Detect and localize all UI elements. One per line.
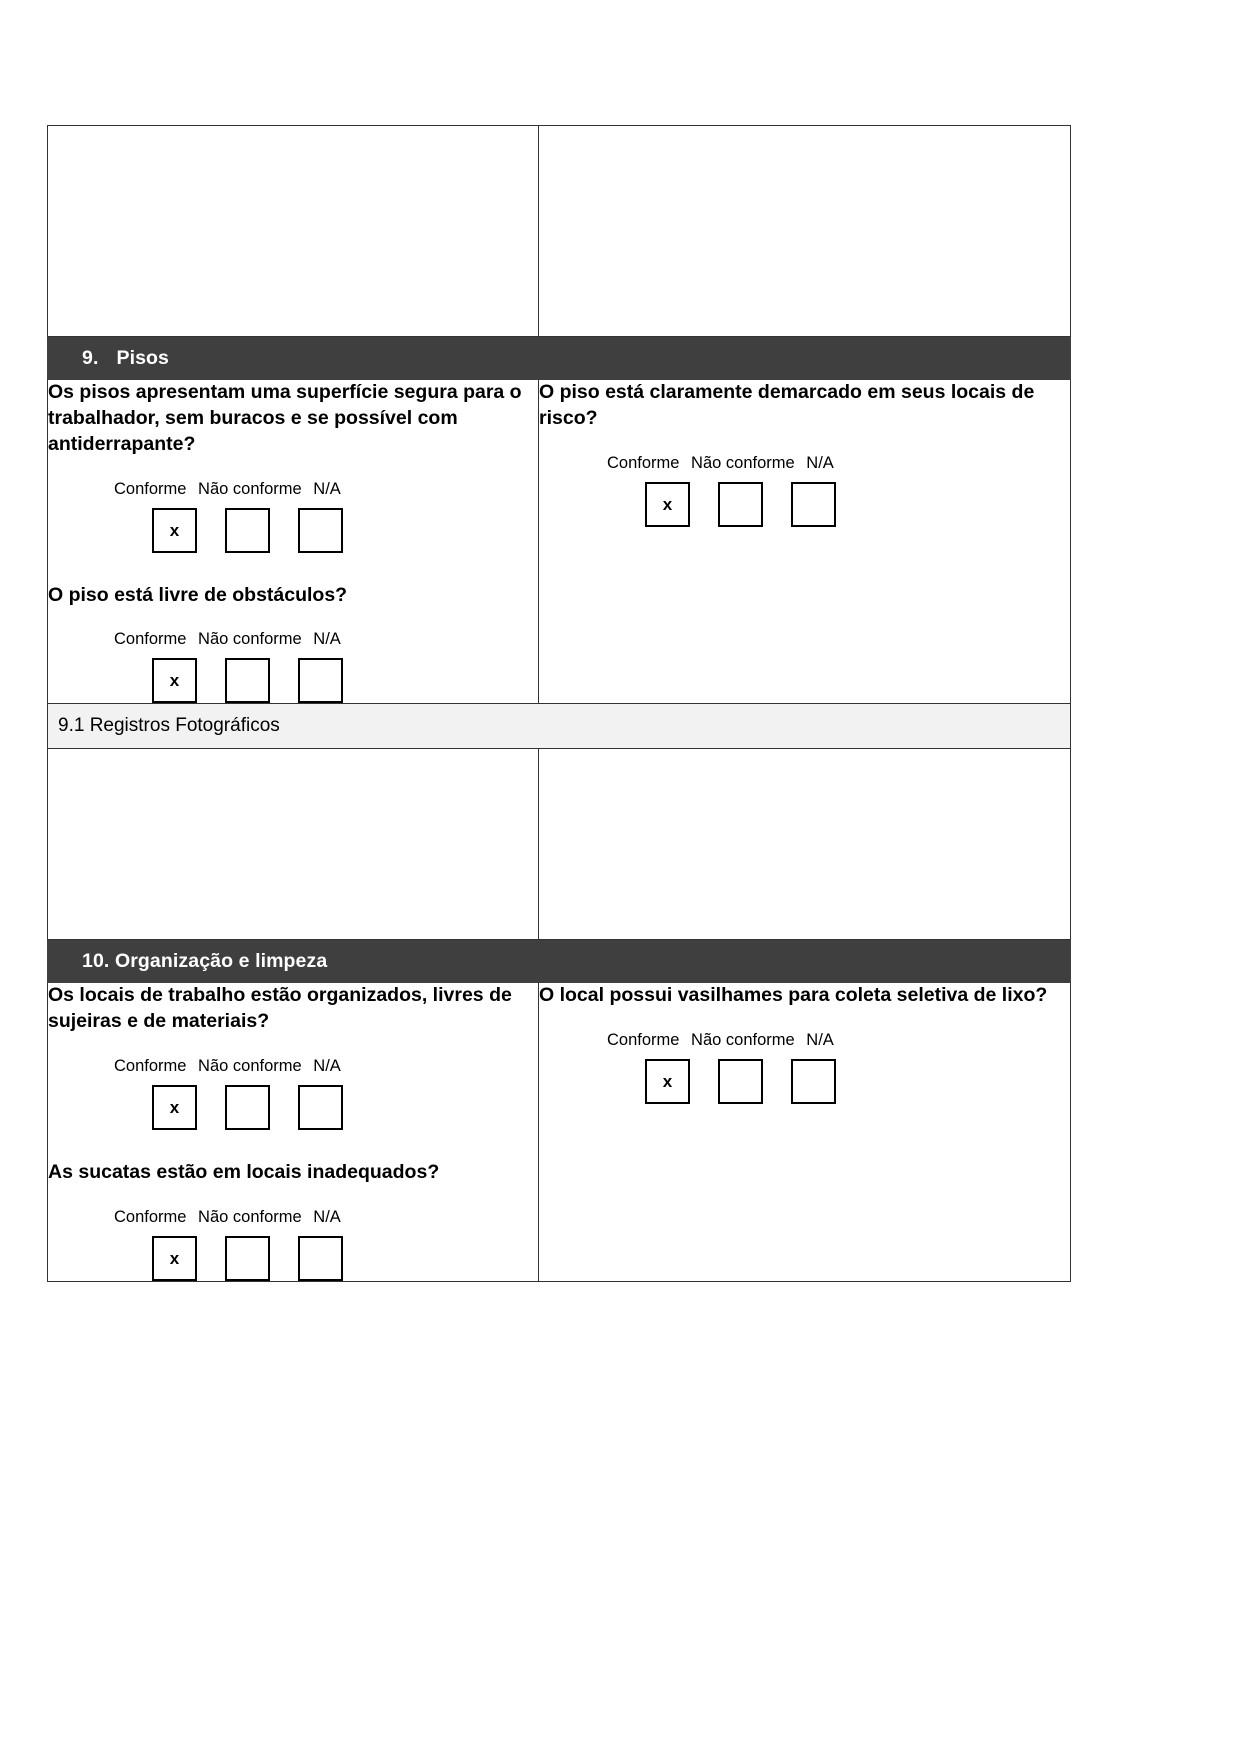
option-label-na: N/A: [806, 453, 834, 472]
checkbox-group: [48, 508, 538, 553]
photo-cell-left-top[interactable]: [48, 126, 539, 337]
checkbox-na[interactable]: [791, 482, 836, 527]
section-title-9: Pisos: [116, 347, 169, 369]
question-text: Os locais de trabalho estão organizados, livres de sujeiras e de materiais?: [48, 984, 512, 1033]
option-labels: [48, 1208, 538, 1227]
checkbox-nao-conforme[interactable]: [225, 1236, 270, 1281]
section-header-row-10: [48, 940, 1071, 983]
section-10-right-cell: [539, 983, 1071, 1281]
section-9-questions-row: [48, 380, 1071, 704]
option-labels: [48, 480, 538, 499]
checkbox-group: [48, 1085, 538, 1130]
photo-cell-right-9-1[interactable]: [539, 749, 1071, 940]
question-text: O local possui vasilhames para coleta seletiva de lixo?: [539, 984, 1048, 1007]
subsection-header-9-1: [48, 704, 1071, 749]
option-label-conforme: Conforme: [114, 1207, 187, 1226]
checkbox-na[interactable]: [298, 508, 343, 553]
checkbox-conforme[interactable]: x: [152, 658, 197, 703]
question-block-9-3: [539, 380, 1070, 526]
option-labels: [539, 1031, 1070, 1050]
subsection-header-row-9-1: [48, 704, 1071, 749]
photo-cell-right-top[interactable]: [539, 126, 1071, 337]
checkbox-na[interactable]: [298, 658, 343, 703]
option-label-conforme: Conforme: [114, 630, 187, 649]
option-label-na: N/A: [313, 630, 341, 649]
option-label-nao-conforme: Não conforme: [198, 479, 302, 498]
checklist-table: [47, 125, 1071, 1282]
photo-row-9-1: [48, 749, 1071, 940]
checkbox-conforme[interactable]: x: [152, 1236, 197, 1281]
section-9-right-cell: [539, 380, 1071, 704]
section-header-9: [48, 337, 1071, 380]
option-label-conforme: Conforme: [607, 453, 680, 472]
checkbox-conforme[interactable]: x: [152, 508, 197, 553]
question-block-10-3: [539, 983, 1070, 1104]
checkbox-na[interactable]: [298, 1236, 343, 1281]
checkbox-nao-conforme[interactable]: [225, 508, 270, 553]
option-label-na: N/A: [313, 1056, 341, 1075]
option-label-na: N/A: [313, 1207, 341, 1226]
section-header-10: [48, 940, 1071, 983]
section-number-9: 9.: [82, 347, 99, 369]
section-10-left-cell: [48, 983, 539, 1281]
option-labels: [539, 454, 1070, 473]
checkbox-nao-conforme[interactable]: [225, 1085, 270, 1130]
option-label-conforme: Conforme: [607, 1031, 680, 1050]
checkbox-nao-conforme[interactable]: [718, 1059, 763, 1104]
checkbox-group: [48, 658, 538, 703]
section-9-left-cell: [48, 380, 539, 704]
option-label-na: N/A: [806, 1031, 834, 1050]
question-block-10-1: [48, 983, 538, 1129]
question-text: As sucatas estão em locais inadequados?: [48, 1160, 440, 1183]
photo-row-top: [48, 126, 1071, 337]
option-label-conforme: Conforme: [114, 479, 187, 498]
section-number-10: 10.: [82, 950, 110, 973]
option-labels: [48, 1057, 538, 1076]
checkbox-nao-conforme[interactable]: [225, 658, 270, 703]
option-label-nao-conforme: Não conforme: [198, 630, 302, 649]
checkbox-na[interactable]: [298, 1085, 343, 1130]
option-labels: [48, 630, 538, 649]
photo-cell-left-9-1[interactable]: [48, 749, 539, 940]
question-block-9-2: [48, 583, 538, 704]
option-label-nao-conforme: Não conforme: [691, 453, 795, 472]
question-text: Os pisos apresentam uma superfície segura para o trabalhador, sem buracos e se possível com antiderrapante?: [48, 381, 522, 455]
option-label-na: N/A: [313, 479, 341, 498]
checkbox-group: [539, 482, 1070, 527]
question-block-9-1: [48, 380, 538, 552]
checkbox-nao-conforme[interactable]: [718, 482, 763, 527]
option-label-nao-conforme: Não conforme: [198, 1056, 302, 1075]
option-label-nao-conforme: Não conforme: [691, 1031, 795, 1050]
question-text: O piso está livre de obstáculos?: [48, 583, 348, 606]
question-text: O piso está claramente demarcado em seus locais de risco?: [539, 381, 1035, 430]
option-label-conforme: Conforme: [114, 1056, 187, 1075]
checkbox-conforme[interactable]: x: [645, 482, 690, 527]
section-title-10: Organização e limpeza: [114, 950, 328, 973]
subsection-label: 9.1 Registros Fotográficos: [58, 715, 280, 737]
option-label-nao-conforme: Não conforme: [198, 1207, 302, 1226]
checkbox-group: [48, 1236, 538, 1281]
section-10-questions-row: [48, 983, 1071, 1281]
question-block-10-2: [48, 1160, 538, 1281]
checkbox-conforme[interactable]: x: [645, 1059, 690, 1104]
checkbox-na[interactable]: [791, 1059, 836, 1104]
checkbox-conforme[interactable]: x: [152, 1085, 197, 1130]
checkbox-group: [539, 1059, 1070, 1104]
section-header-row-9: [48, 337, 1071, 380]
